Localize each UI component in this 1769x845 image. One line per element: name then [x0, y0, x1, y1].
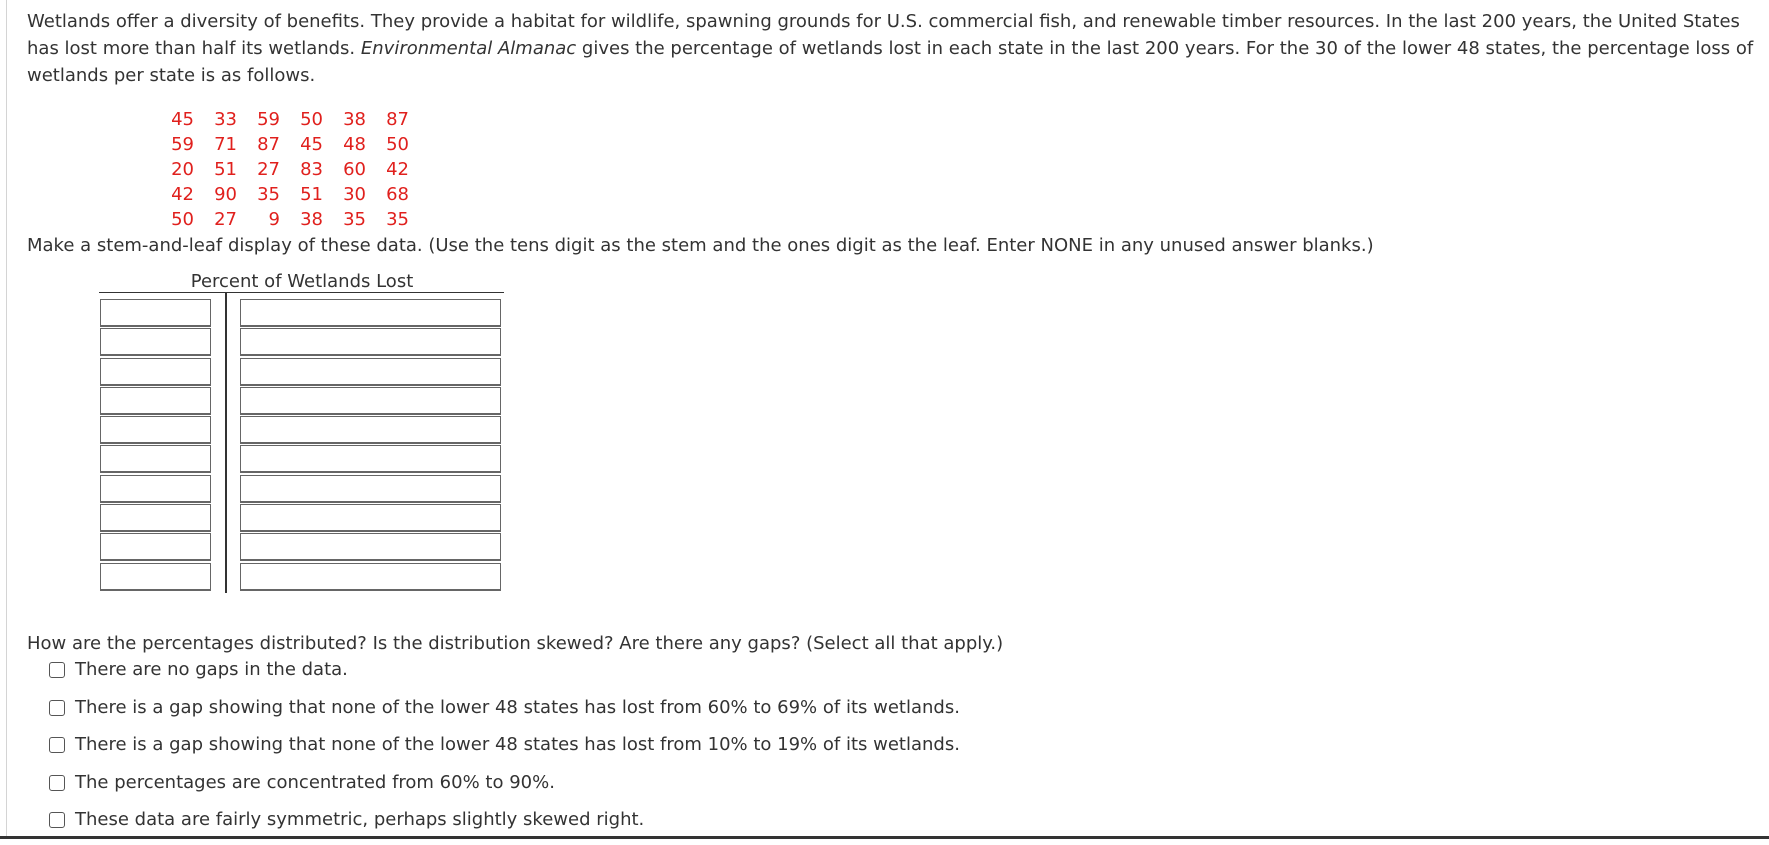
data-value: 68	[386, 184, 409, 205]
data-value: 30	[343, 184, 366, 205]
data-table	[162, 107, 409, 232]
option-checkbox[interactable]	[49, 812, 65, 828]
data-row	[162, 182, 409, 207]
stem-input[interactable]	[100, 328, 211, 356]
data-value: 33	[214, 109, 237, 130]
data-value: 83	[300, 159, 323, 180]
data-row	[162, 107, 409, 132]
option-checkbox[interactable]	[49, 737, 65, 753]
intro-text-1: Wetlands offer a diversity of benefits. They provide a habitat for wildlife, spawning grounds for U.S. commercial fish, and renewable timber resources. In the last 200 years, the United States has lost more than half its wetlands.	[27, 11, 1740, 59]
data-value: 45	[300, 134, 323, 155]
data-value: 35	[386, 209, 409, 230]
data-value: 45	[171, 109, 194, 130]
data-value: 38	[300, 209, 323, 230]
stem-input[interactable]	[100, 475, 211, 503]
problem-intro	[27, 8, 1755, 89]
leaf-input[interactable]	[240, 416, 501, 444]
leaf-input[interactable]	[240, 358, 501, 386]
stem-input[interactable]	[100, 504, 211, 532]
data-value: 35	[257, 184, 280, 205]
stem-leaf-header-rule	[99, 292, 504, 293]
option-label[interactable]: There is a gap showing that none of the lower 48 states has lost from 10% to 19% of its wetlands.	[75, 734, 960, 755]
stem-column	[100, 299, 211, 592]
data-value: 59	[171, 134, 194, 155]
source-title: Environmental Almanac	[360, 38, 577, 59]
data-value: 71	[214, 134, 237, 155]
data-value: 42	[171, 184, 194, 205]
option-label[interactable]: The percentages are concentrated from 60% to 90%.	[75, 771, 555, 793]
instructions: Make a stem-and-leaf display of these data. (Use the tens digit as the stem and the ones digit as the leaf. Enter NONE in any unused answer blanks.)	[27, 235, 1374, 256]
option-label[interactable]: There is a gap showing that none of the lower 48 states has lost from 60% to 69% of its wetlands.	[75, 696, 960, 718]
leaf-column	[240, 299, 501, 592]
data-value: 9	[268, 209, 280, 230]
distribution-question: How are the percentages distributed? Is the distribution skewed? Are there any gaps? (Select all that apply.)	[27, 633, 1004, 654]
data-value: 35	[343, 209, 366, 230]
stem-input[interactable]	[100, 445, 211, 473]
data-value: 20	[171, 159, 194, 180]
stem-leaf-title: Percent of Wetlands Lost	[190, 271, 414, 292]
stem-leaf-divider	[225, 293, 227, 593]
answer-option[interactable]	[49, 807, 960, 833]
stem-input[interactable]	[100, 533, 211, 561]
intro-text-2: gives the percentage of wetlands lost in each state in the last 200 years. For the 30 of the lower 48 states, the percentage loss of wetlands per state is as follows.	[27, 38, 1754, 86]
data-value: 42	[386, 159, 409, 180]
answer-option[interactable]	[49, 770, 960, 796]
leaf-input[interactable]	[240, 533, 501, 561]
data-value: 60	[343, 159, 366, 180]
stem-input[interactable]	[100, 358, 211, 386]
answer-option[interactable]	[49, 695, 960, 721]
data-value: 48	[343, 134, 366, 155]
data-value: 38	[343, 109, 366, 130]
option-label[interactable]: There are no gaps in the data.	[75, 659, 348, 680]
data-value: 50	[171, 209, 194, 230]
stem-input[interactable]	[100, 387, 211, 415]
leaf-input[interactable]	[240, 328, 501, 356]
answer-option[interactable]	[49, 657, 960, 683]
leaf-input[interactable]	[240, 563, 501, 591]
data-value: 90	[214, 184, 237, 205]
option-checkbox[interactable]	[49, 775, 65, 791]
option-checkbox[interactable]	[49, 662, 65, 678]
data-row	[162, 132, 409, 157]
leaf-input[interactable]	[240, 387, 501, 415]
data-value: 59	[257, 109, 280, 130]
data-value: 51	[214, 159, 237, 180]
stem-input[interactable]	[100, 416, 211, 444]
leaf-input[interactable]	[240, 475, 501, 503]
answer-option[interactable]	[49, 732, 960, 758]
leaf-input[interactable]	[240, 299, 501, 327]
data-value: 27	[257, 159, 280, 180]
data-value: 87	[257, 134, 280, 155]
leaf-input[interactable]	[240, 504, 501, 532]
stem-input[interactable]	[100, 299, 211, 327]
leaf-input[interactable]	[240, 445, 501, 473]
stem-input[interactable]	[100, 563, 211, 591]
data-value: 87	[386, 109, 409, 130]
left-border	[6, 0, 7, 839]
option-checkbox[interactable]	[49, 700, 65, 716]
data-row	[162, 207, 409, 232]
data-value: 51	[300, 184, 323, 205]
data-row	[162, 157, 409, 182]
data-value: 50	[386, 134, 409, 155]
answer-options	[49, 657, 960, 845]
option-label[interactable]: These data are fairly symmetric, perhaps slightly skewed right.	[75, 809, 645, 830]
data-value: 27	[214, 209, 237, 230]
data-value: 50	[300, 109, 323, 130]
